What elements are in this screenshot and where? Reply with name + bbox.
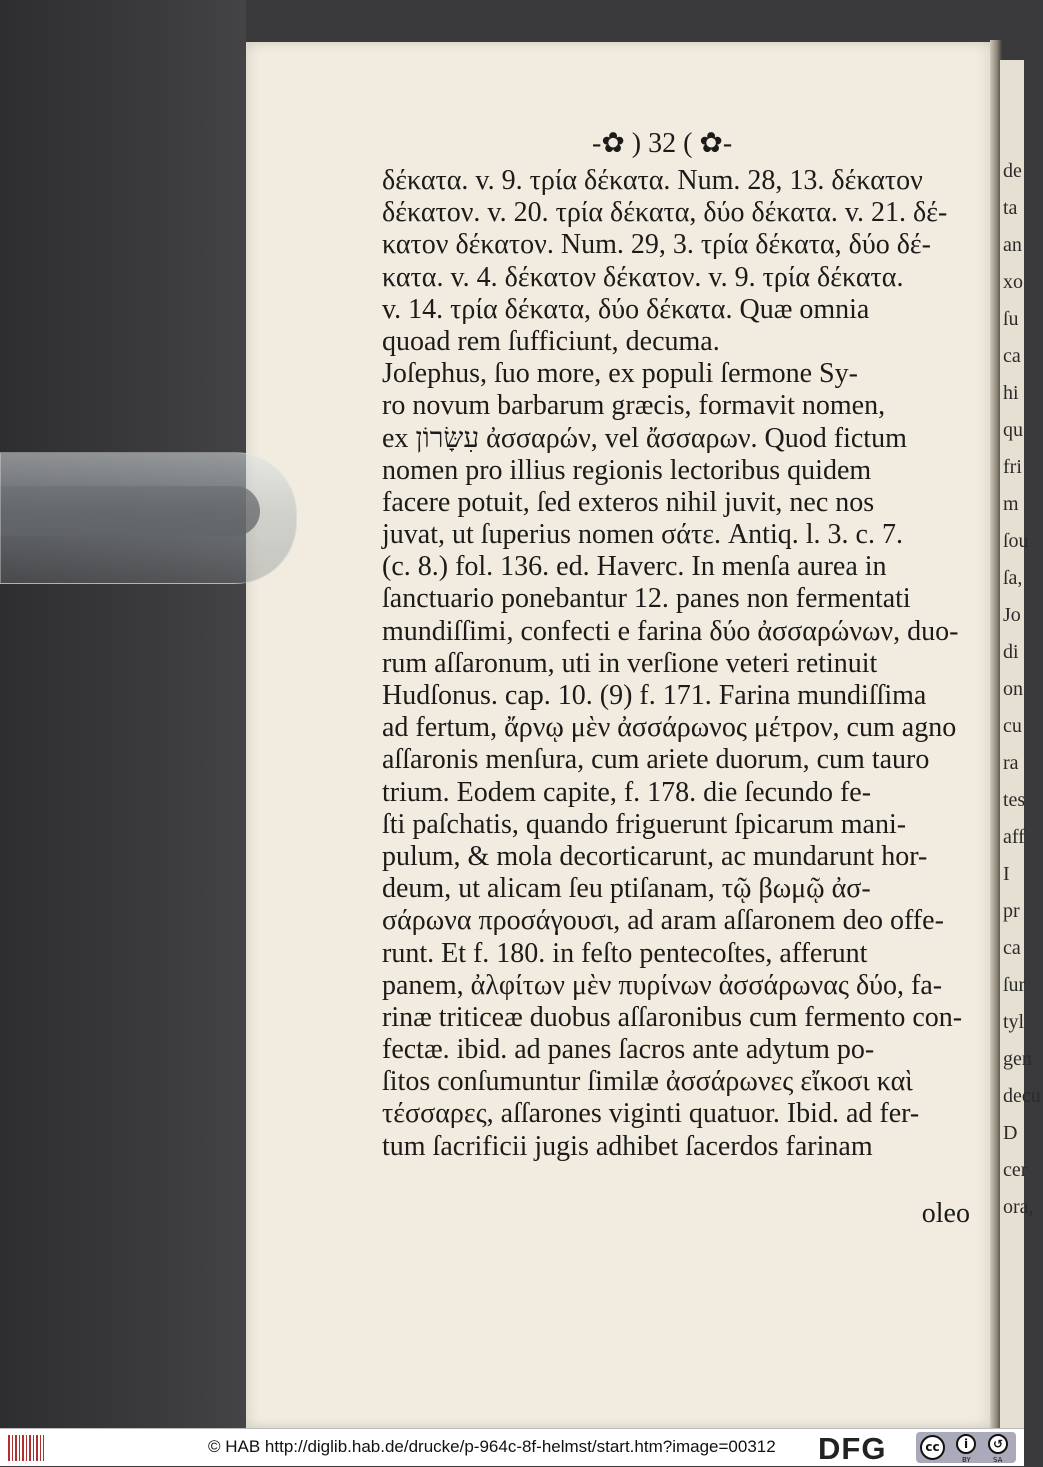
text-line: v. 14. τρία δέκατα, δύο δέκατα. Quæ omnia (382, 293, 870, 325)
adjacent-page-fragment: tyl (1003, 1011, 1025, 1033)
text-line: facere potuit, ſed exteros nihil juvit, nec nos (382, 486, 875, 518)
adjacent-page-fragment: ca (1003, 937, 1021, 959)
text-line: quoad rem ſufficiunt, decuma. (382, 325, 720, 357)
adjacent-page-fragment: xo (1003, 271, 1023, 293)
adjacent-page-fragment: hi (1003, 382, 1019, 404)
source-link[interactable]: © HAB http://diglib.hab.de/drucke/p-964c-8f-helmst/start.htm?image=00312 (208, 1437, 776, 1456)
text-line: ſanctuario ponebantur 12. panes non fermentati (382, 583, 911, 615)
text-line: (c. 8.) fol. 136. ed. Haverc. In menſa aurea in (382, 551, 887, 583)
adjacent-page-fragment: tes (1003, 789, 1026, 811)
adjacent-page-fragment: pr (1003, 900, 1020, 922)
running-head: -✿ ) 32 ( ✿- (592, 128, 733, 159)
adjacent-page-fragment: I (1003, 863, 1010, 885)
text-line: Hudſonus. cap. 10. (9) f. 171. Farina mundiſſima (382, 680, 927, 711)
viewer-footer (0, 1428, 1024, 1466)
text-line: ro novum barbarum græcis, formavit nomen, (382, 390, 886, 422)
cc-icon: cc (920, 1435, 945, 1460)
text-line: δέκατον. v. 20. τρία δέκατα, δύο δέκατα. v. 21. δέ- (382, 197, 948, 229)
by-icon: i (956, 1434, 976, 1454)
adjacent-page-fragment: cer (1003, 1159, 1028, 1181)
cc-sa-label: SA (993, 1456, 1003, 1464)
hab-logo-icon (8, 1435, 44, 1461)
cc-by-label: BY (962, 1456, 971, 1464)
adjacent-page-fragment: gen (1003, 1048, 1032, 1070)
dfg-logo: DFG (818, 1431, 887, 1466)
adjacent-page-fragment: ra (1003, 752, 1019, 774)
adjacent-page-fragment: decu (1003, 1085, 1041, 1107)
adjacent-page-fragment: ora, (1003, 1196, 1034, 1218)
text-line: κατα. v. 4. δέκατον δέκατον. v. 9. τρία δέκατα. (382, 261, 904, 293)
adjacent-page-fragment: Jo (1003, 604, 1021, 626)
text-line: ad fertum, ἄρνῳ μὲν ἀσσάρωνος μέτρον, cum agno (382, 712, 957, 744)
text-line: ſti paſchatis, quando friguerunt ſpicarum mani- (382, 808, 907, 840)
page-text (382, 165, 974, 1163)
adjacent-page-fragment: ca (1003, 345, 1021, 367)
text-line: κατον δέκατον. Num. 29, 3. τρία δέκατα, δύο δέ- (382, 229, 932, 261)
adjacent-page-fragment: m (1003, 493, 1019, 515)
cc-license-badge[interactable] (916, 1432, 1016, 1463)
adjacent-page-fragment: aff (1003, 826, 1025, 848)
text-line: trium. Eodem capite, f. 178. die ſecundo fe- (382, 776, 872, 808)
adjacent-page-fragment: qu (1003, 419, 1023, 441)
adjacent-page-fragment: ſou (1003, 530, 1029, 552)
text-line: nomen pro illius regionis lectoribus quidem (382, 454, 872, 486)
adjacent-page-fragment: cu (1003, 715, 1022, 737)
scanner-background (0, 0, 246, 1428)
catchword: oleo (921, 1198, 970, 1229)
text-line: rum aſſaronum, uti in verſione veteri retinuit (382, 647, 878, 679)
text-line: Joſephus, ſuo more, ex populi ſermone Sy- (382, 358, 858, 390)
page-clamp (0, 452, 297, 584)
text-line: mundiſſimi, confecti e farina δύο ἀσσαρώνων, duo- (382, 615, 959, 647)
adjacent-page-fragment: on (1003, 678, 1023, 700)
text-line: δέκατα. v. 9. τρία δέκατα. Num. 28, 13. δέκατον (382, 165, 923, 196)
adjacent-page-fragment: an (1003, 234, 1022, 256)
text-line: runt. Et f. 180. in feſto pentecoſtes, afferunt (382, 937, 868, 969)
adjacent-page-fragment: D (1003, 1122, 1018, 1144)
text-line: panem, ἀλφίτων μὲν πυρίνων ἀσσάρωνας δύο, fa- (382, 969, 943, 1001)
adjacent-page-fragment: ſur (1003, 974, 1026, 996)
adjacent-page-fragment: ſu (1003, 308, 1019, 330)
text-line: deum, ut alicam ſeu ptiſanam, τῷ βωμῷ ἀσ- (382, 873, 871, 905)
adjacent-page-edge (1000, 60, 1041, 1428)
text-line: σάρωνα προσάγουσι, ad aram aſſaronem deo offe- (382, 905, 944, 937)
text-line: ſitos conſumuntur ſimilæ ἀσσάρωνες εἴκοσι καὶ (382, 1066, 913, 1098)
adjacent-page-fragment: de (1003, 160, 1022, 182)
adjacent-page-fragment: di (1003, 641, 1019, 663)
adjacent-page-fragment: ſa, (1003, 567, 1023, 589)
text-line: ex עִשָּׂרוֹן ἀσσαρών, vel ἄσσαρων. Quod fictum (382, 422, 907, 454)
adjacent-page-fragment: fri (1003, 456, 1022, 478)
text-line: τέσσαρες, aſſarones viginti quatuor. Ibid. ad fer- (382, 1098, 920, 1130)
text-line: aſſaronis menſura, cum ariete duorum, cum tauro (382, 744, 930, 776)
sa-icon: ↺ (988, 1434, 1008, 1454)
text-line: pulum, & mola decorticarunt, ac mundarunt hor- (382, 840, 928, 872)
text-line: rinæ triticeæ duobus aſſaronibus cum fermento con- (382, 1001, 963, 1033)
text-line: tum ſacrificii jugis adhibet ſacerdos farinam (382, 1130, 873, 1162)
text-line: fectæ. ibid. ad panes ſacros ante adytum po- (382, 1034, 875, 1066)
adjacent-page-fragment: ta (1003, 197, 1018, 219)
text-line: juvat, ut ſuperius nomen σάτε. Antiq. l. 3. c. 7. (382, 519, 903, 551)
